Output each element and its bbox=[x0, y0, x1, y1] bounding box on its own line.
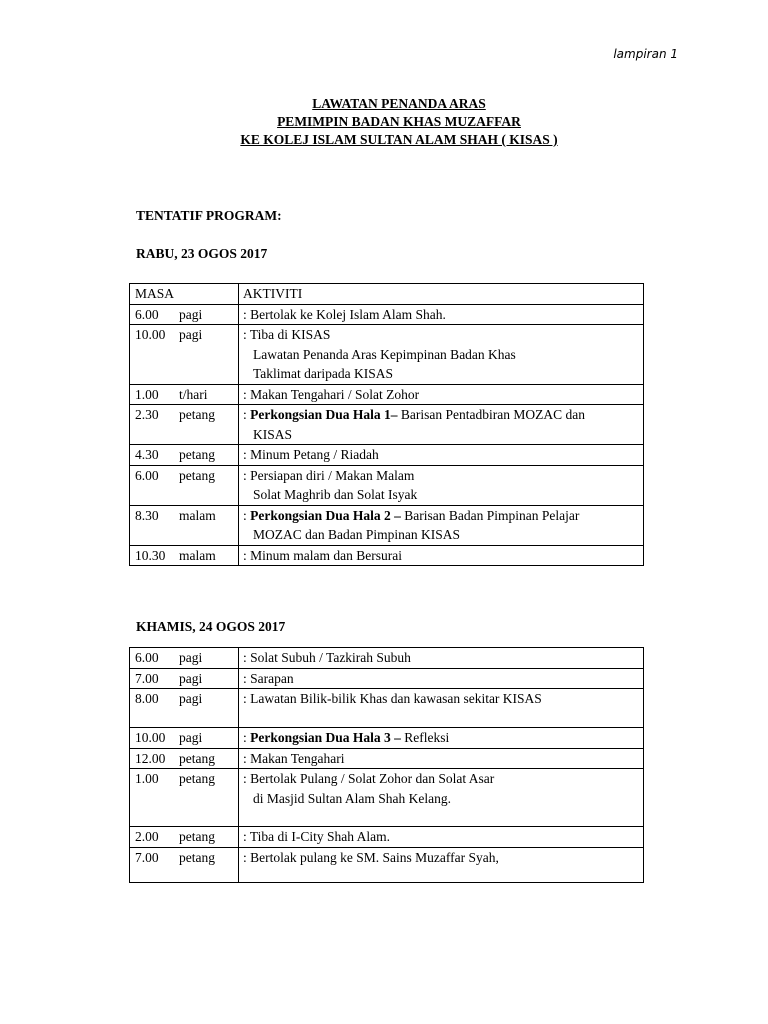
time-period: pagi bbox=[179, 691, 203, 706]
day1-schedule-table bbox=[129, 283, 644, 566]
time-value: 7.00 bbox=[135, 849, 159, 865]
table-row bbox=[130, 485, 644, 505]
activity-text: : Solat Subuh / Tazkirah Subuh bbox=[243, 650, 411, 665]
activity-cell bbox=[239, 465, 644, 485]
activity-text-line2: di Masjid Sultan Alam Shah Kelang. bbox=[253, 790, 451, 806]
document-title bbox=[0, 95, 768, 149]
activity-text: : Makan Tengahari bbox=[243, 750, 345, 766]
activity-text: MOZAC dan Badan Pimpinan KISAS bbox=[253, 527, 460, 542]
time-cell bbox=[130, 364, 239, 384]
time-period: pagi bbox=[179, 670, 203, 686]
activity-text: : Minum malam dan Bersurai bbox=[243, 547, 402, 563]
time-cell bbox=[130, 425, 239, 445]
time-cell bbox=[130, 405, 239, 425]
activity-text: Taklimat daripada KISAS bbox=[253, 366, 394, 381]
time-value: 12.00 bbox=[135, 750, 166, 766]
activity-cell bbox=[239, 384, 644, 405]
time-cell bbox=[130, 748, 239, 769]
time-period: malam bbox=[179, 547, 216, 563]
time-cell bbox=[130, 689, 239, 728]
activity-text: : bbox=[243, 730, 251, 745]
time-value: 7.00 bbox=[135, 670, 159, 686]
activity-detail: Refleksi bbox=[400, 730, 450, 745]
time-value: 2.30 bbox=[135, 407, 159, 422]
day1-heading: RABU, 23 OGOS 2017 bbox=[136, 246, 268, 261]
table-row bbox=[130, 748, 644, 769]
activity-text: : Sarapan bbox=[243, 670, 294, 686]
time-cell bbox=[130, 769, 239, 827]
activity-cell bbox=[239, 364, 644, 384]
table-row bbox=[130, 384, 644, 405]
col-aktiviti: AKTIVITI bbox=[239, 284, 644, 305]
activity-text: : Minum Petang / Riadah bbox=[243, 447, 379, 462]
time-cell bbox=[130, 525, 239, 545]
table-row bbox=[130, 827, 644, 848]
time-value: 6.00 bbox=[135, 650, 159, 665]
time-cell bbox=[130, 465, 239, 485]
activity-text: : Bertolak pulang ke SM. Sains Muzaffar Syah, bbox=[243, 849, 499, 865]
activity-cell bbox=[239, 769, 644, 827]
activity-cell bbox=[239, 689, 644, 728]
time-value: 10.30 bbox=[135, 547, 166, 563]
activity-cell bbox=[239, 648, 644, 669]
activity-cell bbox=[239, 425, 644, 445]
title-line-3: KE KOLEJ ISLAM SULTAN ALAM SHAH ( KISAS ) bbox=[240, 132, 558, 147]
table-row bbox=[130, 425, 644, 445]
activity-text: : bbox=[243, 407, 251, 422]
time-value: 10.00 bbox=[135, 730, 166, 745]
activity-text: : Makan Tengahari / Solat Zohor bbox=[243, 386, 420, 402]
time-period: pagi bbox=[179, 306, 203, 322]
time-cell bbox=[130, 505, 239, 525]
table-row bbox=[130, 405, 644, 425]
activity-cell bbox=[239, 847, 644, 882]
time-period: pagi bbox=[179, 327, 203, 342]
time-cell bbox=[130, 545, 239, 566]
time-value: 8.00 bbox=[135, 691, 159, 706]
time-period: petang bbox=[179, 407, 215, 422]
table-row bbox=[130, 668, 644, 689]
activity-text: : Lawatan Bilik-bilik Khas dan kawasan sekitar KISAS bbox=[243, 691, 542, 706]
activity-session-title: Perkongsian Dua Hala 3 – bbox=[250, 730, 401, 745]
activity-cell bbox=[239, 827, 644, 848]
table-header-row bbox=[130, 284, 644, 305]
time-value: 2.00 bbox=[135, 829, 159, 844]
table-row bbox=[130, 847, 644, 882]
activity-cell bbox=[239, 405, 644, 425]
activity-cell bbox=[239, 485, 644, 505]
time-period: pagi bbox=[179, 650, 203, 665]
time-period: t/hari bbox=[179, 386, 208, 402]
col-masa: MASA bbox=[130, 284, 239, 305]
time-cell bbox=[130, 668, 239, 689]
table-row bbox=[130, 505, 644, 525]
activity-cell bbox=[239, 445, 644, 466]
activity-text: Solat Maghrib dan Solat Isyak bbox=[253, 487, 418, 502]
title-line-2: PEMIMPIN BADAN KHAS MUZAFFAR bbox=[277, 114, 521, 129]
time-cell bbox=[130, 827, 239, 848]
activity-text: : bbox=[243, 507, 251, 523]
table-row bbox=[130, 364, 644, 384]
activity-text: : Bertolak ke Kolej Islam Alam Shah. bbox=[243, 306, 446, 322]
activity-text: : Persiapan diri / Makan Malam bbox=[243, 467, 415, 483]
table-row bbox=[130, 345, 644, 365]
table-row bbox=[130, 525, 644, 545]
time-period: malam bbox=[179, 507, 216, 523]
time-value: 1.00 bbox=[135, 386, 159, 402]
time-value: 8.30 bbox=[135, 507, 159, 523]
table-row bbox=[130, 769, 644, 827]
activity-text: : Tiba di KISAS bbox=[243, 327, 331, 342]
time-period: petang bbox=[179, 750, 215, 766]
time-value: 6.00 bbox=[135, 467, 159, 483]
activity-session-title: Perkongsian Dua Hala 1– bbox=[250, 407, 398, 422]
table-row bbox=[130, 689, 644, 728]
day2-heading: KHAMIS, 24 OGOS 2017 bbox=[136, 619, 286, 634]
activity-cell bbox=[239, 345, 644, 365]
time-cell bbox=[130, 728, 239, 749]
attachment-label: lampiran 1 bbox=[613, 47, 678, 61]
time-cell bbox=[130, 847, 239, 882]
activity-cell bbox=[239, 525, 644, 545]
table-row bbox=[130, 325, 644, 345]
table-row bbox=[130, 648, 644, 669]
time-cell bbox=[130, 648, 239, 669]
table-row bbox=[130, 728, 644, 749]
time-value: 6.00 bbox=[135, 306, 159, 322]
activity-cell bbox=[239, 748, 644, 769]
time-value: 10.00 bbox=[135, 327, 166, 342]
time-period: petang bbox=[179, 467, 215, 483]
time-period: petang bbox=[179, 829, 215, 844]
time-cell bbox=[130, 384, 239, 405]
time-cell bbox=[130, 325, 239, 345]
activity-detail: Barisan Badan Pimpinan Pelajar bbox=[400, 507, 580, 523]
table-row bbox=[130, 465, 644, 485]
activity-text: Lawatan Penanda Aras Kepimpinan Badan Khas bbox=[253, 346, 516, 362]
time-value: 1.00 bbox=[135, 771, 159, 786]
time-cell bbox=[130, 445, 239, 466]
time-period: petang bbox=[179, 447, 215, 462]
table-row bbox=[130, 545, 644, 566]
time-period: pagi bbox=[179, 730, 203, 745]
table-row bbox=[130, 445, 644, 466]
activity-cell bbox=[239, 505, 644, 525]
title-line-1: LAWATAN PENANDA ARAS bbox=[312, 96, 486, 111]
activity-cell bbox=[239, 728, 644, 749]
table-row bbox=[130, 304, 644, 325]
activity-cell bbox=[239, 545, 644, 566]
activity-session-title: Perkongsian Dua Hala 2 – bbox=[250, 507, 401, 523]
time-cell bbox=[130, 304, 239, 325]
time-cell bbox=[130, 485, 239, 505]
time-period: petang bbox=[179, 849, 215, 865]
activity-cell bbox=[239, 668, 644, 689]
activity-text: KISAS bbox=[253, 426, 293, 442]
activity-detail: Barisan Pentadbiran MOZAC dan bbox=[397, 407, 586, 422]
time-cell bbox=[130, 345, 239, 365]
time-value: 4.30 bbox=[135, 447, 159, 462]
activity-cell bbox=[239, 304, 644, 325]
activity-text: : Bertolak Pulang / Solat Zohor dan Solat Asar bbox=[243, 771, 495, 786]
program-heading: TENTATIF PROGRAM: bbox=[136, 208, 282, 223]
day2-schedule-table bbox=[129, 647, 644, 883]
activity-cell bbox=[239, 325, 644, 345]
time-period: petang bbox=[179, 771, 215, 786]
activity-text: : Tiba di I-City Shah Alam. bbox=[243, 829, 391, 844]
